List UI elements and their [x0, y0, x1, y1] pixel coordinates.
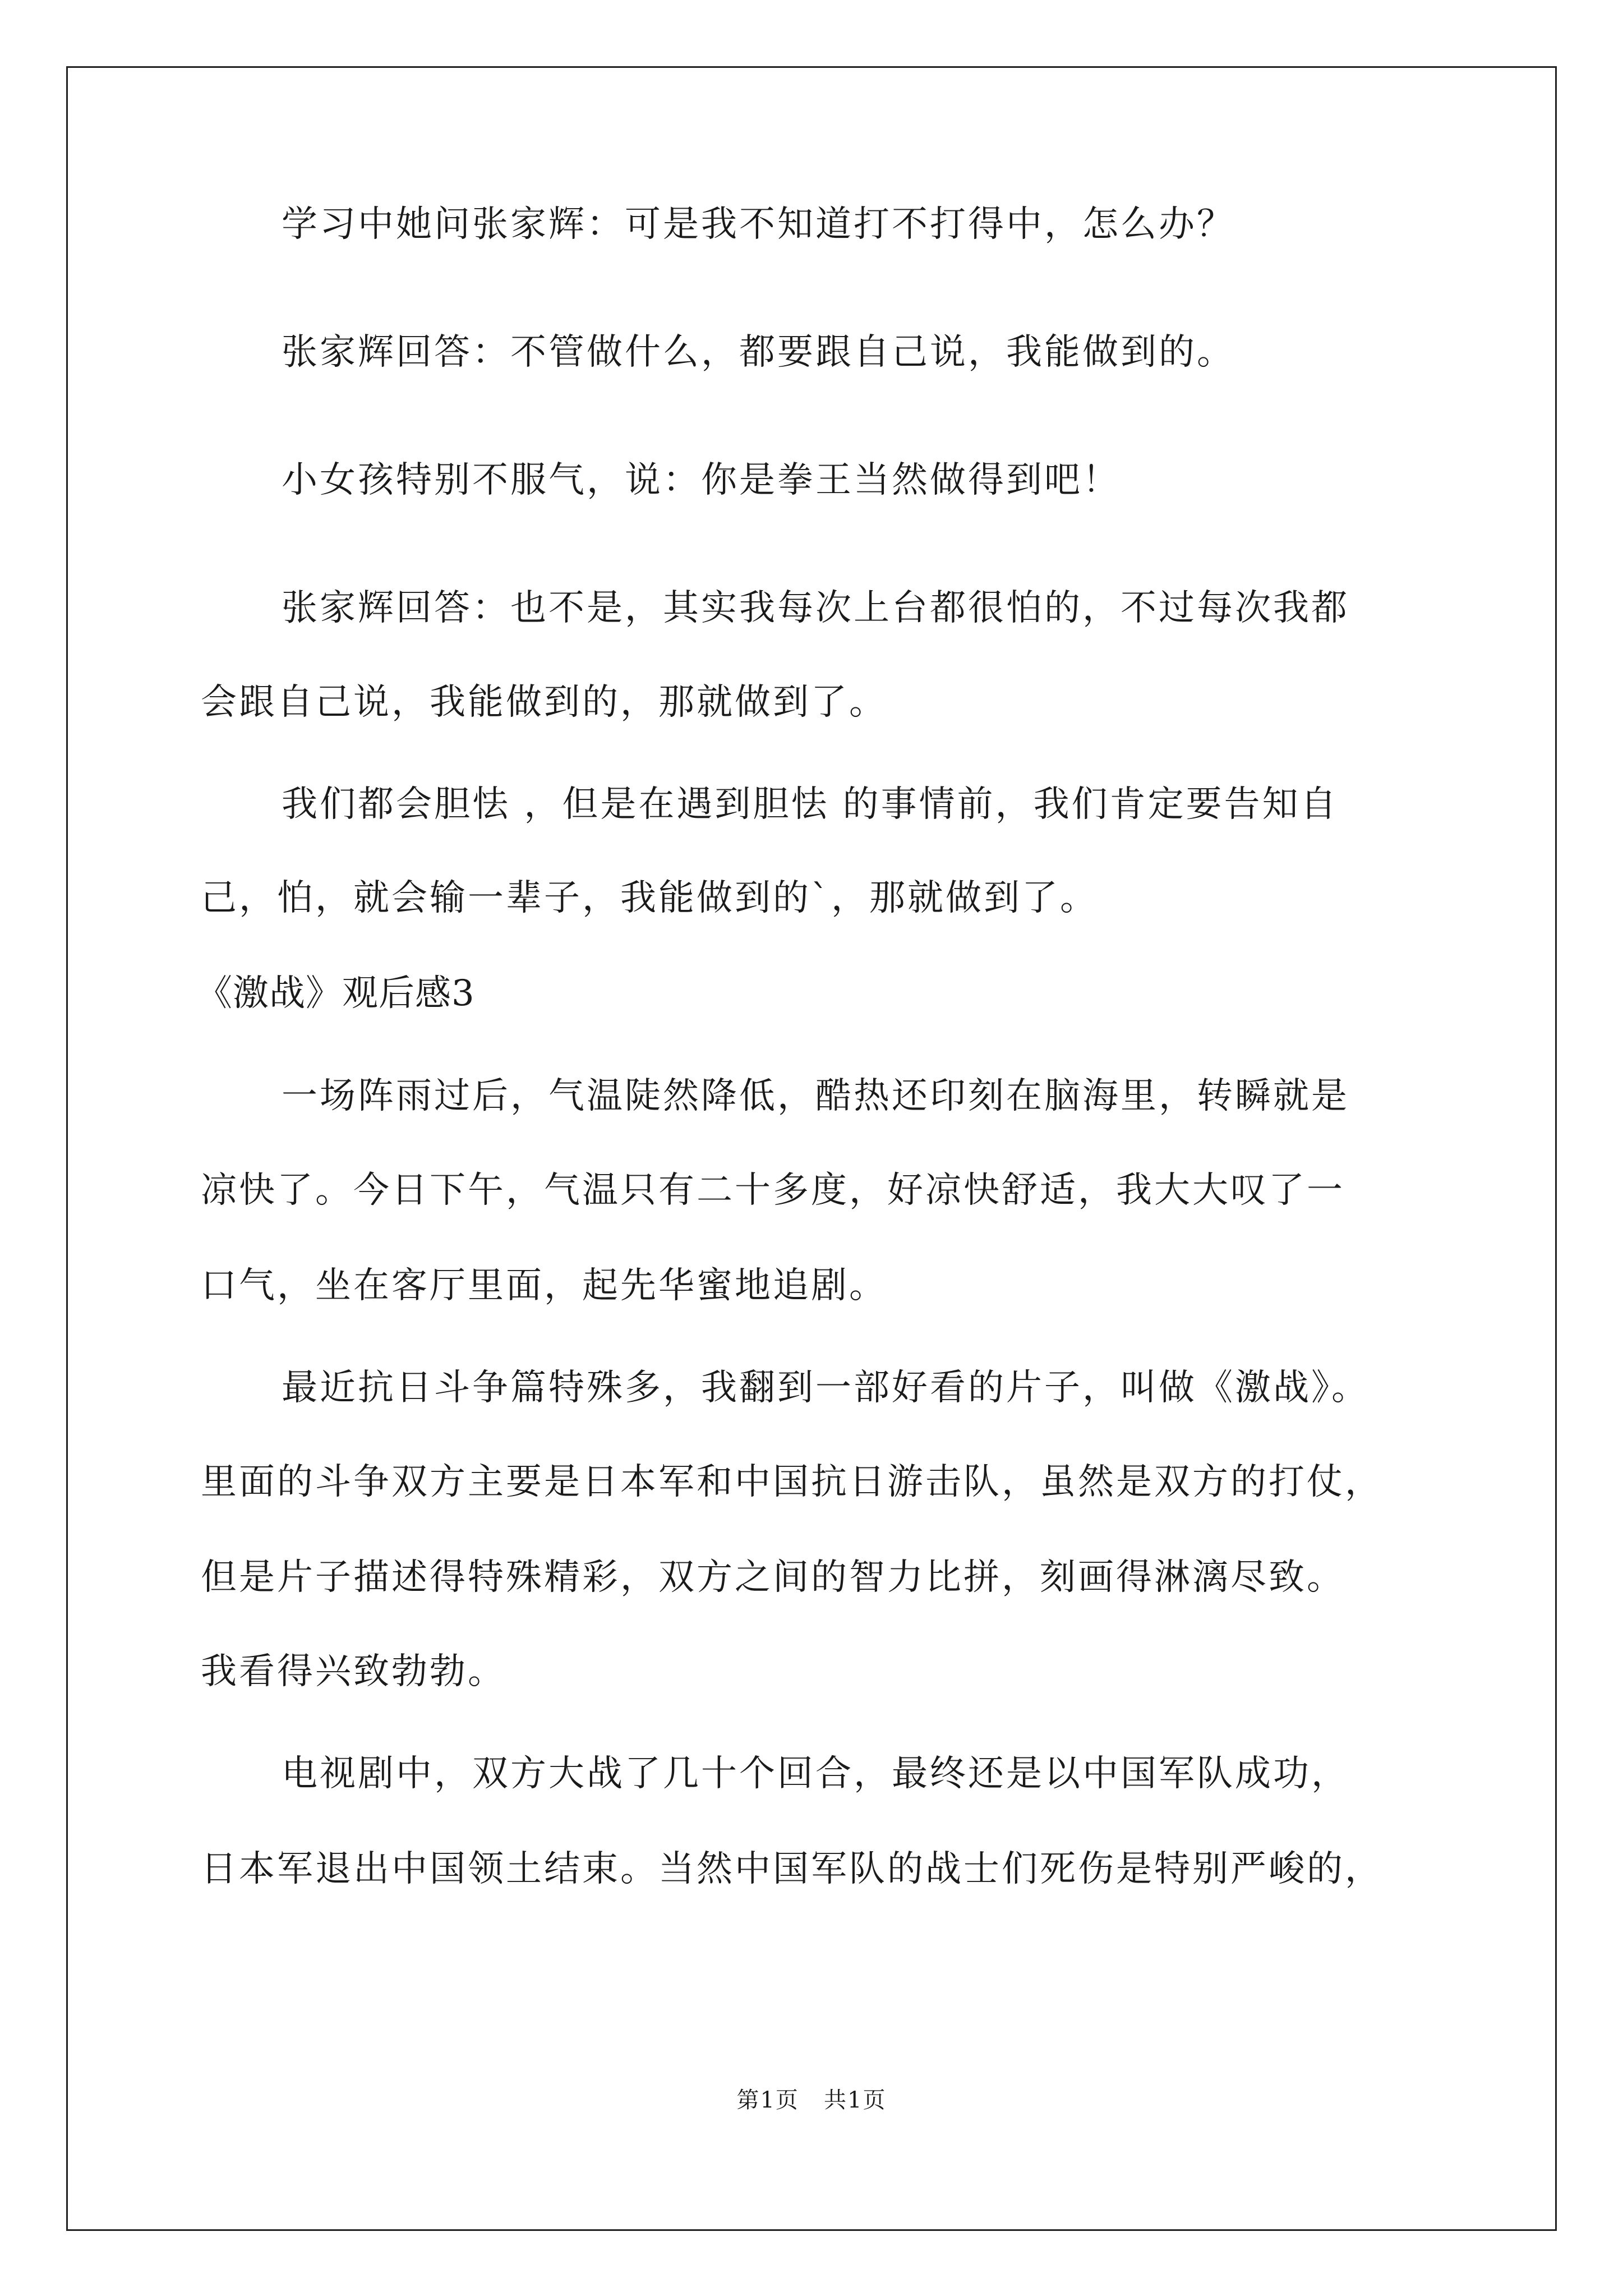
paragraph-line: 电视剧中，双方大战了几十个回合，最终还是以中国军队成功，: [282, 1753, 1349, 1795]
paragraph-line: 学习中她问张家辉：可是我不知道打不打得中，怎么办？: [282, 204, 1235, 245]
paragraph-line: 小女孩特别不服气，说：你是拳王当然做得到吧！: [282, 459, 1121, 501]
paragraph-line: 口气，坐在客厅里面，起先华蜜地追剧。: [201, 1265, 887, 1306]
page-footer: 第1页 共1页: [736, 2087, 887, 2113]
paragraph-line: 凉快了。今日下午，气温只有二十多度，好凉快舒适，我大大叹了一: [201, 1170, 1345, 1211]
page-frame: [66, 66, 1557, 2231]
paragraph-line: 己，怕，就会输一辈子，我能做到的`，那就做到了。: [201, 877, 1098, 919]
paragraph-line: 里面的斗争双方主要是日本军和中国抗日游击队，虽然是双方的打仗，: [201, 1461, 1383, 1503]
paragraph-line: 最近抗日斗争篇特殊多，我翻到一部好看的片子，叫做《激战》。: [282, 1367, 1370, 1409]
paragraph-line: 日本军退出中国领土结束。当然中国军队的战士们死伤是特别严峻的，: [201, 1848, 1383, 1890]
paragraph-line: 我们都会胆怯 ，但是在遇到胆怯 的事情前，我们肯定要告知自: [282, 784, 1339, 825]
paragraph-line: 会跟自己说，我能做到的，那就做到了。: [201, 682, 887, 723]
section-title: 《激战》观后感3: [196, 973, 475, 1014]
paragraph-line: 张家辉回答：不管做什么，都要跟自己说，我能做到的。: [282, 332, 1235, 373]
paragraph-line: 张家辉回答：也不是，其实我每次上台都很怕的，不过每次我都: [282, 587, 1349, 629]
paragraph-line: 我看得兴致勃勃。: [201, 1651, 506, 1692]
paragraph-line: 但是片子描述得特殊精彩，双方之间的智力比拼，刻画得淋漓尽致。: [201, 1557, 1345, 1598]
paragraph-line: 一场阵雨过后，气温陡然降低，酷热还印刻在脑海里，转瞬就是: [282, 1075, 1349, 1117]
